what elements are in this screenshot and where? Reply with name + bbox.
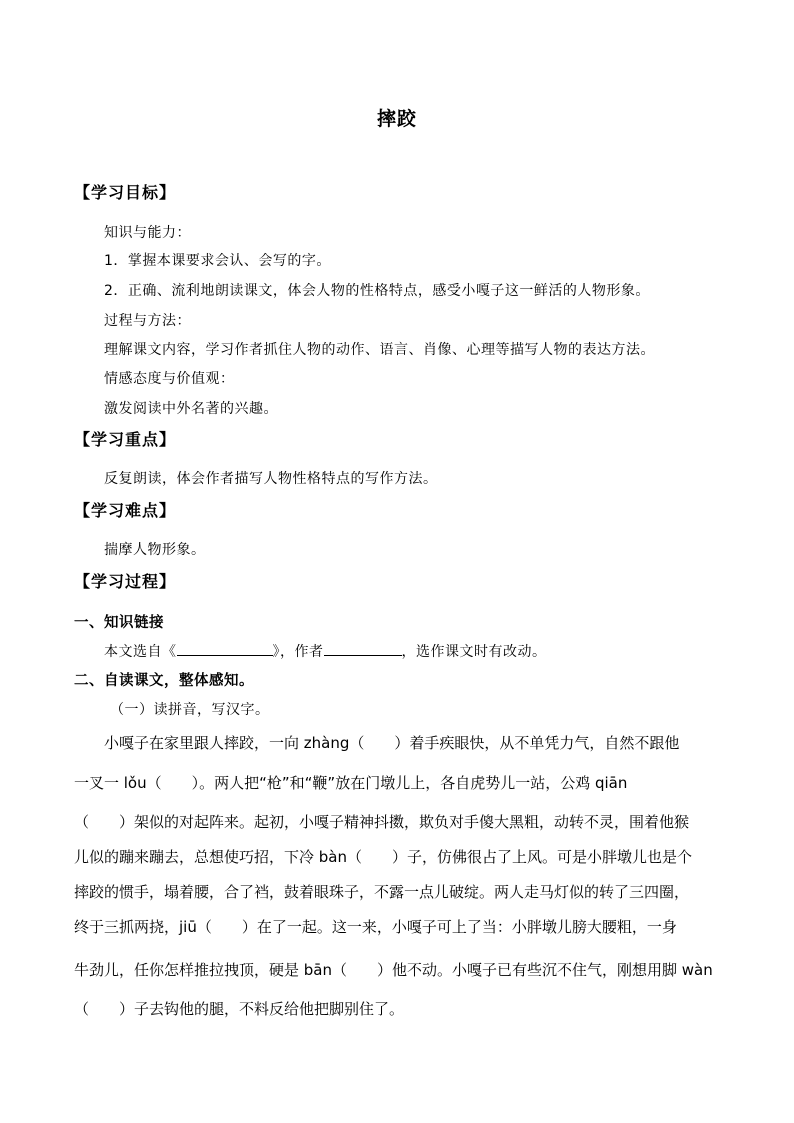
author-blank[interactable] (324, 640, 402, 656)
objectives-line: 过程与方法： (104, 313, 191, 329)
objectives-line: 情感态度与价值观： (104, 371, 235, 387)
knowledge-text-1: 本文选自《 (104, 644, 177, 660)
passage-line: 终于三抓两挠，jiū（ ）在了一起。这一来，小嘎子可上了当：小胖墩儿膀大腰粗，一身 (74, 918, 677, 936)
difficulties-text: 揣摩人物形象。 (104, 542, 206, 558)
knowledge-link-line (104, 640, 547, 661)
objectives-line: 激发阅读中外名著的兴趣。 (104, 401, 278, 417)
passage-line: （ ）架似的对起阵来。起初，小嘎子精神抖擞，欺负对手傻大黑粗，动转不灵，围着他猴 (74, 813, 690, 831)
section-reading-title: 二、自读课文，整体感知。 (74, 673, 254, 689)
key-points-text: 反复朗读，体会作者描写人物性格特点的写作方法。 (104, 471, 438, 487)
process-heading: 【学习过程】 (74, 572, 177, 591)
passage-line: 牛劲儿，任你怎样推拉拽顶，硬是 bān（ ）他不动。小嘎子已有些沉不住气，刚想用脚 wàn (74, 961, 713, 979)
pinyin-exercise-subtitle: （一）读拼音，写汉字。 (110, 702, 270, 718)
passage-line: 小嘎子在家里跟人摔跤，一向 zhàng（ ）着手疾眼快，从不单凭力气，自然不跟他 (104, 734, 680, 752)
knowledge-text-3: ，选作课文时有改动。 (401, 644, 547, 660)
passage-line: 摔跤的惯手，塌着腰，合了裆，鼓着眼珠子，不露一点儿破绽。两人走马灯似的转了三四圈， (74, 883, 690, 901)
passage-line: 一叉一 lǒu（ ）。两人把“枪”和“鞭”放在门墩儿上，各自虎势儿一站，公鸡 qiān (74, 774, 628, 792)
key-points-heading: 【学习重点】 (74, 430, 177, 449)
knowledge-text-2: 》，作者 (272, 644, 324, 660)
section-knowledge-title: 一、知识链接 (74, 615, 164, 631)
objectives-line: 2．正确、流利地朗读课文，体会人物的性格特点，感受小嘎子这一鲜活的人物形象。 (104, 283, 650, 299)
difficulties-heading: 【学习难点】 (74, 501, 177, 520)
document-title: 摔跤 (376, 108, 417, 130)
objectives-line: 理解课文内容，学习作者抓住人物的动作、语言、肖像、心理等描写人物的表达方法。 (104, 342, 655, 358)
passage-line: 儿似的蹦来蹦去，总想使巧招，下冷 bàn（ ）子，仿佛很占了上风。可是小胖墩儿也是个 (74, 848, 692, 866)
objectives-line: 知识与能力： (104, 225, 191, 241)
objectives-heading: 【学习目标】 (74, 183, 177, 202)
passage-line: （ ）子去钩他的腿，不料反给他把脚别住了。 (74, 1000, 405, 1018)
book-title-blank[interactable] (177, 640, 273, 656)
objectives-line: 1．掌握本课要求会认、会写的字。 (104, 253, 331, 269)
